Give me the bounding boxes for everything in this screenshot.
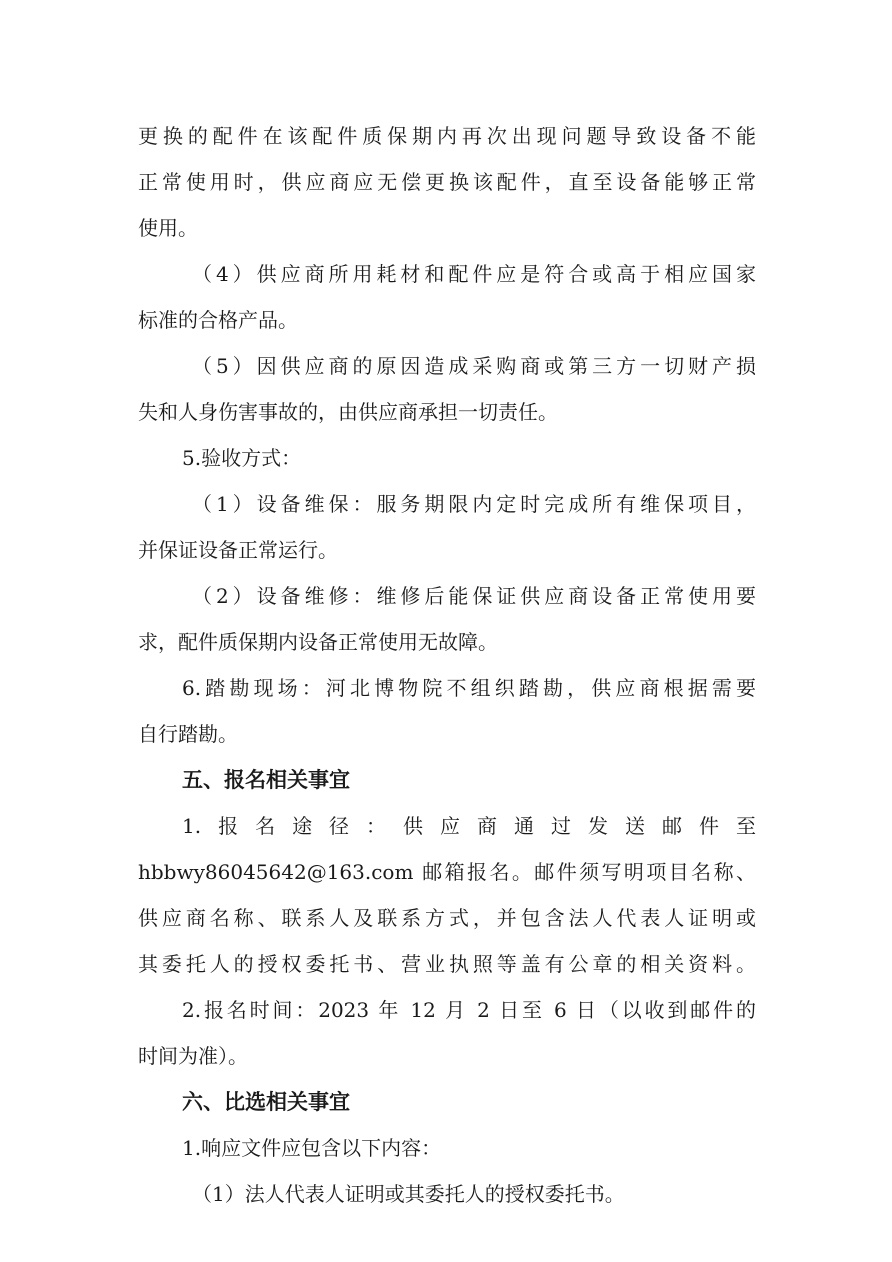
- body-text-line: 自行踏勘。: [138, 722, 238, 746]
- registration-time: 2.报名时间：2023 年 12 月 2 日至 6 日（以收到邮件的: [182, 998, 756, 1022]
- document-page: [138, 113, 756, 1217]
- body-text-line: 更换的配件在该配件质保期内再次出现问题导致设备不能: [138, 124, 756, 148]
- list-item-4: （4）供应商所用耗材和配件应是符合或高于相应国家: [192, 262, 756, 286]
- body-text-line-email: hbbwy86045642@163.com 邮箱报名。邮件须写明项目名称、: [138, 860, 756, 884]
- list-item-5: （5）因供应商的原因造成采购商或第三方一切财产损: [192, 354, 756, 378]
- section-acceptance-method: 5.验收方式：: [182, 446, 302, 470]
- body-text-line: 正常使用时，供应商应无偿更换该配件，直至设备能够正常: [138, 170, 756, 194]
- response-file-contents: 1.响应文件应包含以下内容：: [182, 1136, 442, 1160]
- body-text-line: 求，配件质保期内设备正常使用无故障。: [138, 630, 498, 654]
- body-text-line: 使用。: [138, 216, 198, 240]
- body-text-line: 时间为准）。: [138, 1044, 248, 1068]
- section-heading-registration: 五、报名相关事宜: [182, 768, 350, 792]
- body-text-line: 供应商名称、联系人及联系方式，并包含法人代表人证明或: [138, 906, 756, 930]
- list-item-repair: （2）设备维修：维修后能保证供应商设备正常使用要: [192, 584, 756, 608]
- section-site-survey: 6.踏勘现场：河北博物院不组织踏勘，供应商根据需要: [182, 676, 756, 700]
- body-text-line: 并保证设备正常运行。: [138, 538, 338, 562]
- section-heading-selection: 六、比选相关事宜: [182, 1090, 350, 1114]
- list-item-maintenance: （1）设备维保：服务期限内定时完成所有维保项目，: [192, 492, 756, 516]
- list-item-authorization: （1）法人代表人证明或其委托人的授权委托书。: [192, 1182, 625, 1206]
- body-text-line: 标准的合格产品。: [138, 308, 298, 332]
- body-text-line: 失和人身伤害事故的，由供应商承担一切责任。: [138, 400, 558, 424]
- body-text-line: 其委托人的授权委托书、营业执照等盖有公章的相关资料。: [138, 952, 756, 976]
- registration-method: 1.报名途径：供应商通过发送邮件至: [182, 814, 756, 838]
